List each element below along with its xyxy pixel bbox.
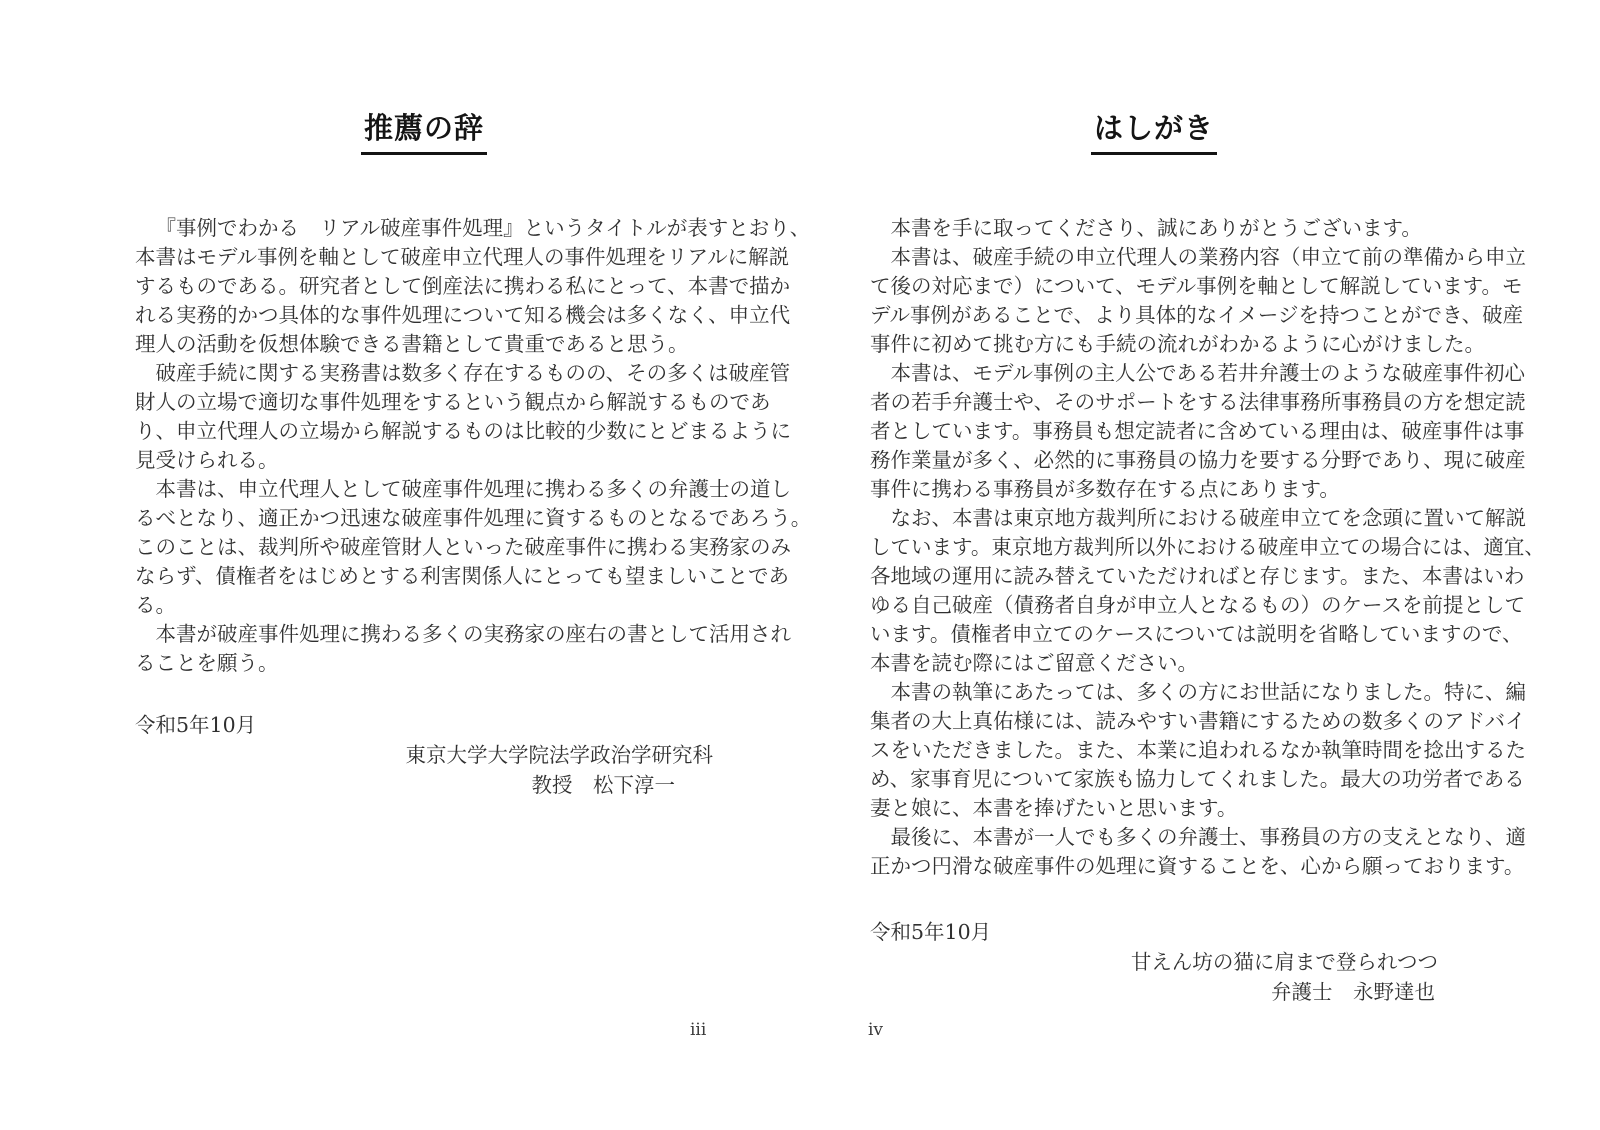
body-text-line: り、申立代理人の立場から解説するものは比較的少数にとどまるように bbox=[135, 419, 791, 443]
preface-page bbox=[870, 0, 1545, 1130]
body-text-line: 破産手続に関する実務書は数多く存在するものの、その多くは破産管 bbox=[155, 361, 791, 385]
recommendation-page bbox=[135, 0, 812, 1130]
body-text-line: 務作業量が多く、必然的に事務員の協力を要する分野であり、現に破産 bbox=[870, 448, 1526, 472]
page-title-preface: はしがき bbox=[1091, 106, 1217, 155]
body-text-line: しています。東京地方裁判所以外における破産申立ての場合には、適宜、 bbox=[870, 535, 1545, 559]
body-text-line: め、家事育児について家族も協力してくれました。最大の功労者である bbox=[870, 767, 1525, 791]
signature-haiku: 甘えん坊の猫に肩まで登られつつ bbox=[1130, 950, 1438, 974]
body-text-line: スをいただきました。また、本業に追われるなか執筆時間を捻出するた bbox=[870, 738, 1526, 762]
preface-body bbox=[870, 214, 1545, 881]
body-text-line: このことは、裁判所や破産管財人といった破産事件に携わる実務家のみ bbox=[135, 535, 791, 559]
preface-title-wrap bbox=[870, 106, 1438, 155]
preface-footer bbox=[870, 881, 1438, 1007]
body-text-line: 事件に携わる事務員が多数存在する点にあります。 bbox=[870, 477, 1340, 501]
body-text-line: 本書の執筆にあたっては、多くの方にお世話になりました。特に、編 bbox=[890, 680, 1526, 704]
body-text-line: 各地域の運用に読み替えていただければと存じます。また、本書はいわ bbox=[870, 564, 1525, 588]
body-text-line: 最後に、本書が一人でも多くの弁護士、事務員の方の支えとなり、適 bbox=[890, 825, 1526, 849]
recommendation-title-wrap bbox=[135, 106, 713, 155]
body-text-line: います。債権者申立てのケースについては説明を省略していますので、 bbox=[870, 622, 1523, 646]
body-text-line: ゆる自己破産（債務者自身が申立人となるもの）のケースを前提として bbox=[870, 593, 1525, 617]
body-text-line: 者としています。事務員も想定読者に含めている理由は、破産事件は事 bbox=[870, 419, 1525, 443]
body-text-line: 集者の大上真佑様には、読みやすい書籍にするための数多くのアドバイ bbox=[870, 709, 1526, 733]
body-text-line: するものである。研究者として倒産法に携わる私にとって、本書で描か bbox=[135, 274, 791, 298]
body-text-line: 本書は、モデル事例の主人公である若井弁護士のような破産事件初心 bbox=[890, 361, 1525, 385]
page-number: iv bbox=[868, 1020, 884, 1040]
signature-affiliation: 東京大学大学院法学政治学研究科 bbox=[405, 743, 713, 767]
body-text-line: 理人の活動を仮想体験できる書籍として貴重であると思う。 bbox=[135, 332, 689, 356]
body-text-line: 本書を手に取ってくださり、誠にありがとうございます。 bbox=[890, 216, 1422, 240]
date-line: 令和5年10月 bbox=[135, 713, 257, 737]
body-text-line: るべとなり、適正かつ迅速な破産事件処理に資するものとなるであろう。 bbox=[135, 506, 812, 530]
body-text-line: れる実務的かつ具体的な事件処理について知る機会は多くなく、申立代 bbox=[135, 303, 791, 327]
body-text-line: 本書はモデル事例を軸として破産申立代理人の事件処理をリアルに解説 bbox=[135, 245, 790, 269]
body-text-line: 本書は、申立代理人として破産事件処理に携わる多くの弁護士の道し bbox=[155, 477, 791, 501]
body-text-line: ることを願う。 bbox=[135, 651, 279, 675]
body-text-line: 財人の立場で適切な事件処理をするという観点から解説するものであ bbox=[135, 390, 771, 414]
body-text-line: 本書を読む際にはご留意ください。 bbox=[870, 651, 1198, 675]
signature-name: 教授 松下淳一 bbox=[531, 773, 675, 797]
page-title-recommendation: 推薦の辞 bbox=[361, 106, 487, 155]
body-text-line: 者の若手弁護士や、そのサポートをする法律事務所事務員の方を想定読 bbox=[870, 390, 1526, 414]
body-text-line: 『事例でわかる リアル破産事件処理』というタイトルが表すとおり、 bbox=[155, 216, 811, 240]
date-line: 令和5年10月 bbox=[870, 920, 992, 944]
body-text-line: る。 bbox=[135, 593, 176, 617]
body-text-line: 妻と娘に、本書を捧げたいと思います。 bbox=[870, 796, 1238, 820]
body-text-line: て後の対応まで）について、モデル事例を軸として解説しています。モ bbox=[870, 274, 1523, 298]
body-text-line: 本書は、破産手続の申立代理人の業務内容（申立て前の準備から申立 bbox=[890, 245, 1526, 269]
body-text-line: 事件に初めて挑む方にも手続の流れがわかるように心がけました。 bbox=[870, 332, 1485, 356]
body-text-line: 正かつ円滑な破産事件の処理に資することを、心から願っております。 bbox=[870, 854, 1525, 878]
recommendation-body bbox=[135, 214, 812, 678]
body-text-line: 本書が破産事件処理に携わる多くの実務家の座右の書として活用され bbox=[155, 622, 791, 646]
body-text-line: 見受けられる。 bbox=[135, 448, 279, 472]
body-text-line: デル事例があることで、より具体的なイメージを持つことができ、破産 bbox=[870, 303, 1524, 327]
recommendation-footer bbox=[135, 678, 713, 800]
signature-name: 弁護士 永野達也 bbox=[1271, 980, 1435, 1004]
body-text-line: なお、本書は東京地方裁判所における破産申立てを念頭に置いて解説 bbox=[890, 506, 1526, 530]
body-text-line: ならず、債権者をはじめとする利害関係人にとっても望ましいことであ bbox=[135, 564, 789, 588]
page-number: iii bbox=[690, 1020, 707, 1040]
